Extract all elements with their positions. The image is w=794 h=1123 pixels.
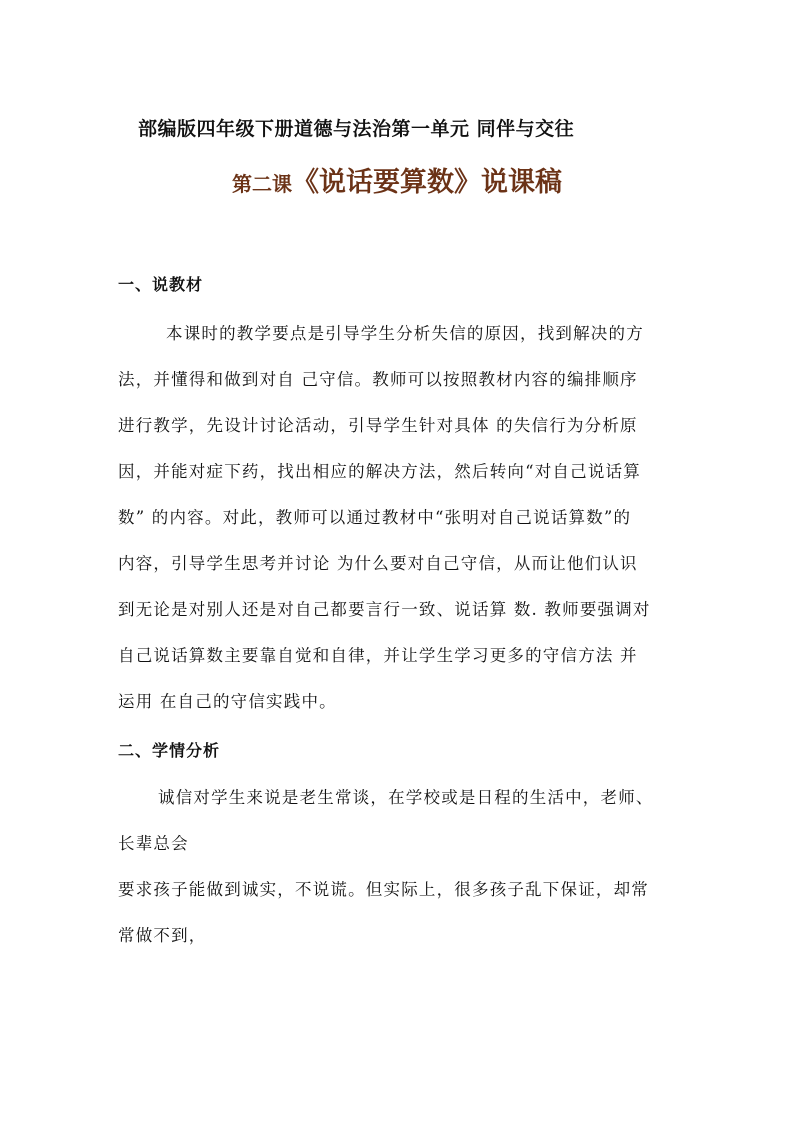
document-title: 部编版四年级下册道德与法治第一单元 同伴与交往	[138, 118, 575, 140]
section-heading-student-analysis: 二、学情分析	[118, 741, 221, 760]
paragraph-line: 运用 在自己的守信实践中。	[118, 692, 337, 711]
paragraph-line: 常做不到，	[118, 926, 207, 945]
paragraph-line: 本课时的教学要点是引导学生分析失信的原因，找到解决的方	[166, 324, 644, 343]
paragraph-line: 法，并懂得和做到对自 己守信。教师可以按照教材内容的编排顺序	[118, 370, 638, 389]
paragraph-line: 进行教学，先设计讨论活动，引导学生针对具体 的失信行为分析原	[118, 416, 638, 435]
paragraph-line: 要求孩子能做到诚实，不说谎。但实际上，很多孩子乱下保证，却常	[118, 880, 649, 899]
paragraph-line: 内容，引导学生思考并讨论 为什么要对自己守信，从而让他们认识	[118, 554, 638, 573]
lesson-number: 第二课	[232, 172, 292, 196]
paragraph-line: 因，并能对症下药，找出相应的解决方法，然后转向“对自己说话算	[118, 462, 641, 481]
paragraph-line: 自己说话算数主要靠自觉和自律，并让学生学习更多的守信方法 并	[118, 646, 638, 665]
paragraph-line: 到无论是对别人还是对自己都要言行一致、说话算 数. 教师要强调对	[118, 600, 651, 619]
lesson-title	[0, 160, 794, 199]
lesson-name: 《说话要算数》说课稿	[292, 167, 562, 198]
paragraph-line: 数” 的内容。对此，教师可以通过教材中“张明对自己说话算数”的	[118, 508, 632, 527]
paragraph-line: 诚信对学生来说是老生常谈，在学校或是日程的生活中，老师、	[158, 788, 654, 807]
section-heading-textbook: 一、说教材	[118, 275, 204, 294]
paragraph-line: 长辈总会	[118, 834, 189, 853]
